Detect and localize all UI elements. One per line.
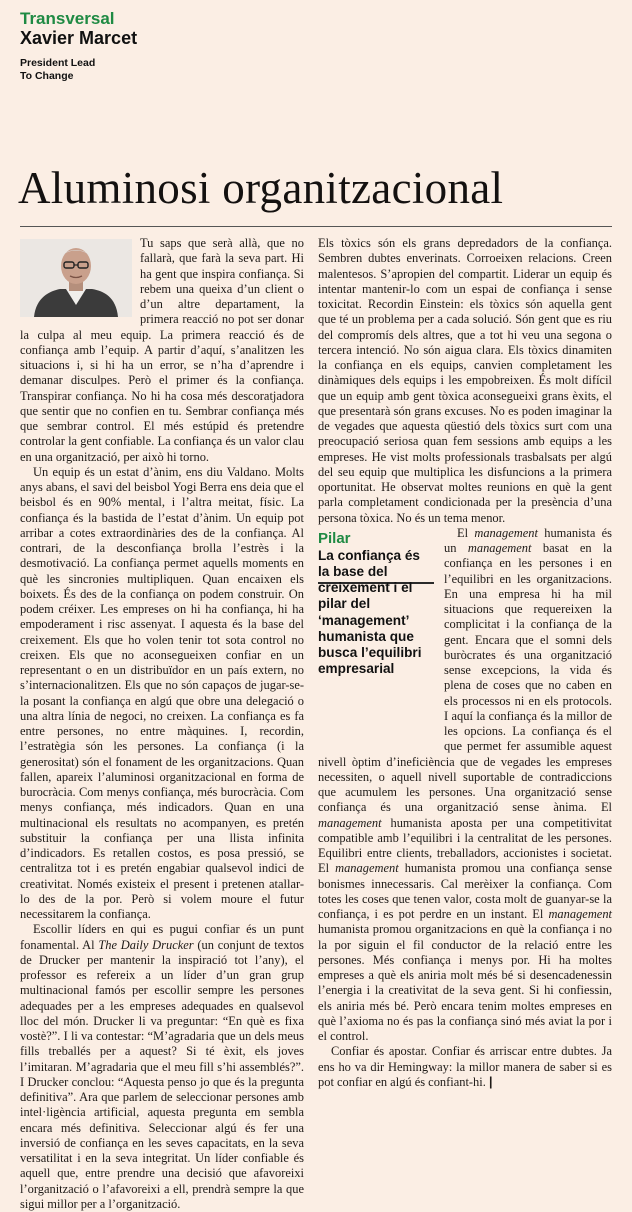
pullquote <box>318 526 434 748</box>
p5-f: management <box>318 815 382 830</box>
p5-h: management <box>335 861 399 876</box>
p5-e: basat en la confiança en les persones i en l’equilibri en les organitzacions. En una empresa hi ha mil situacions que requereixen la complicitat i la confiança de la gent. Encara que el somni dels buròcrates és una organització sense excepcions, la vida és plena de coses que no caben en els processos ni en els protocols. I aquí la confiança és la millor de les opcions. La confiança és el que permet fer assumible aquest nivell òptim d’ineficiència que de vegades les empreses necessiten, o aquell nivell suportable de contradiccions que acumulem les persones. Una organització sense confiança és una organització sense ànima. El <box>318 541 612 815</box>
pullquote-tag: Pilar <box>318 529 351 547</box>
author-role-line-1: President Lead <box>20 57 96 69</box>
section-label: Transversal <box>20 9 115 28</box>
p5-b: management <box>474 525 538 540</box>
paragraph-1 <box>20 236 304 465</box>
author-photo <box>20 239 132 317</box>
author-role-line-2: To Change <box>20 70 74 82</box>
paragraph-4: Els tòxics són els grans depredadors de la confiança. Sembren dubtes enverinats. Corroeixen relacions. Creen malentesos. S’apropien del compartit. Liderar un equip és intentar mantenir-lo com un espai de confiança i sense toxicitat. Recordin Einstein: els tòxics són aquella gent que té un problema per a cada solució. Són gent que es riu del compromís dels altres, que a tot hi veu una segona o tercera intenció. No són aigua clara. Els tòxics dinamiten la confiança en els equips, canvien completament les dinàmiques dels equips i les empobreixen. És molt difícil que un equip amb gent tòxica aconsegueixi grans èxits, el que presentarà són grans excuses. No es poden imaginar la de vegades que aquesta qüestió dels tòxics surt com una preocupació seriosa quan fem sessions amb equips a les empreses. He vist molts professionals trasbalsats per algú del seu equip que multiplica les disfuncions a la primera oportunitat. He observat moltes reunions en què la gent parla completament condicionada per la presència d’una persona tòxica. No és un tema menor. <box>318 236 612 525</box>
p5-g: humanista aposta per una competitivitat compatible amb l’equilibri i la centralitat de les persones. Equilibri entre clients, treballadors, accionistes i societat. El <box>318 815 612 876</box>
paragraph-6 <box>318 1044 612 1090</box>
title-divider <box>20 226 612 227</box>
pullquote-text-a: La confiança és la base del creixement i el pilar del <box>318 547 420 612</box>
article-column-1 <box>20 236 304 1212</box>
p5-a: El <box>457 525 475 540</box>
pullquote-text <box>318 548 434 678</box>
article-title: Aluminosi organitzacional <box>18 163 504 213</box>
pullquote-text-c: humanista que busca l’equilibri empresarial <box>318 628 422 677</box>
article-column-2 <box>318 236 612 1090</box>
author-role <box>20 57 220 83</box>
book-title: The Daily Drucker <box>98 937 194 952</box>
paragraph-6-text: Confiar és apostar. Confiar és arriscar entre dubtes. Ja ens ho va dir Hemingway: la millor manera de saber si es pot confiar en algú és confiant-hi. <box>318 1044 612 1089</box>
paragraph-2: Un equip és un estat d’ànim, ens diu Valdano. Molts anys abans, el savi del beisbol Yogi Berra ens deia que el beisbol és en 90% mental, i l’altra meitat, físic. La confiança és la bastida de l’estat d’ànim. Un equip pot arribar a cotes extraordinàries des de la confiança. Al contrari, de la desconfiança brolla l’estrès i la desmotivació. La confiança permet aquells moments en què les sincronies multipliquen. Quan encaixen els boixets. És des de la confiança on podem construir. On podem créixer. Les empreses on hi ha confiança, hi ha empoderament i risc assenyat. I aquesta és la base del creixement. Els que ho volen tenir tot sota control no creixen. Els que no aconsegueixen confiar en un representant o en un distribuïdor en un país extern, no s’internacionalitzen. Els que no són capaços de jugar-se-la posant la confiança en algú que obre una delegació o una altra línia de negoci, no creixen. La confiança es fa entre persones, no entre màquines. I, recordin, l’estratègia són les persones. La confiança (i la generositat) són el fonament de les organitzacions. Quan fallen, apareix l’aluminosi organitzacional en forma de burocràcia. Com menys confiança, més burocràcia. Com menys confiança, més indicadors. Quan en una multinacional els resultats no acompanyen, es pretén substituir la confiança per una llista infinita d’indicadors. Es retallen costos, es posa pressió, se centralitza tot i es pretén engabiar qualsevol indici de creativitat. Només existeix el present i pretenen atallar-lo des de la por. Però si volem moure el futur necessitarem la confiança. <box>20 464 304 921</box>
p5-d: management <box>467 541 532 555</box>
paragraph-3 <box>20 922 304 1212</box>
paragraph-3-text-c: (un conjunt de textos de Drucker per mantenir la inspiració tot l’any), el professor es refereix a un líder d’un gran grup multinacional famós per escollir sempre les persones adequades per a les empreses adequades en qualsevol lloc del món. Drucker li va preguntar: “En què es fixa vostè?”. I li va contestar: “M’agradaria que un dels meus fills treballés per a aquest? Si té èxit, els joves l’imitaran. M’agradaria que el meu fill s’hi assemblés?”. I Drucker conclou: “Aquesta penso jo que és la pregunta definitiva”. Ara que parlem de seleccionar persones amb intel·ligència artificial, aquesta pregunta em sembla encara més definitiva. Seleccionar algú és fer una inversió de confiança en les seves capacitats, en la seva versatilitat i en la seva integritat. Un líder confiable és aquell que, entre prendre una decisió que afavoreixi l’organització o l’afavoreixi a ell, prendrà sempre la que sigui millor per a l’organització. <box>20 937 304 1211</box>
paragraph-5 <box>318 526 612 1045</box>
paragraph-3-text-a: Escollir líders en qui es pugui confiar és un punt fonamental. Al <box>20 922 304 952</box>
paragraph-1-text: Tu saps que serà allà, que no fallarà, que farà la seva part. Hi ha gent que inspira confiança. Si rebem una queixa d’un client o d’un altre departament, la primera reacció no pot ser donar la culpa al meu equip. La primera reacció és de confiança amb l’equip. A partir d’aquí, s’analitzen les situacions i, si hi ha un error, se n’ha d’aprendre i demanar disculpes. Però el primer és la confiança. Transpirar confiança. No hi ha cosa més descoratjadora que sentir que no confien en tu. Sembrar confiança més que sembrar control. El més estúpid és pretendre controlar la gent confiable. La confiança és un valor clau en una organització, per això hi torno. <box>20 236 304 464</box>
p5-i: humanista promou una confiança sense bonismes innecessaris. Cal merèixer la confiança. Com totes les coses que tenen valor, costa molt de guanyar-se la confiança, i es pot perdre en un instant. El <box>318 861 612 921</box>
author-name: Xavier Marcet <box>20 28 138 48</box>
end-mark: | <box>488 1074 493 1089</box>
p5-c: humanista és un <box>444 525 612 555</box>
p5-k: humanista promou organitzacions en què la confiança i no la por siguin el fil conductor de la relació entre les persones. Més confiança i menys por. Hi ha moltes empreses a què els aniria molt més bé si desencadenessin l’energia i la creativitat de la seva gent. Si hi confiessin, els aniria més bé. Però encara tenim moltes empreses en què l’axioma no és pas la confiança sinó més aviat la por i el control. <box>318 922 612 1043</box>
pullquote-text-b: ‘management’ <box>318 612 409 628</box>
p5-j: management <box>548 907 612 921</box>
